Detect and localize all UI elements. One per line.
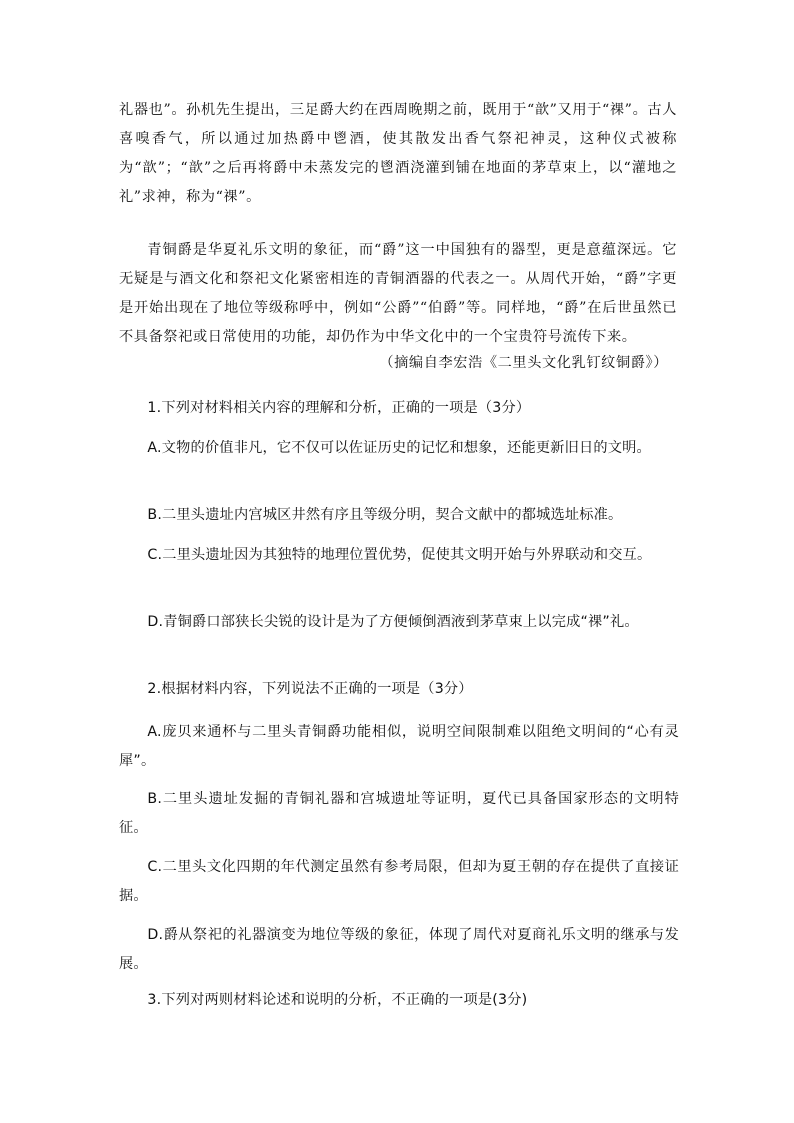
passage-bronze-paragraph: 青铜爵是华夏礼乐文明的象征，而“爵”这一中国独有的器型，更是意蕴深远。它无疑是与酒文化和祭祀文化紧密相连的青铜酒器的代表之一。从周代开始，“爵”字更是开始出现在了地位等级称呼中，例如“公爵”“伯爵”等。同样地，“爵”在后世虽然已不具备祭祀或日常使用的功能，却仍作为中华文化中的一个宝贵符号流传下来。	[119, 242, 677, 345]
question-3-stem: 3.下列对两则材料论述和说明的分析，不正确的一项是(3分)	[147, 992, 528, 1008]
question-2-option-d: D.爵从祭祀的礼器演变为地位等级的象征，体现了周代对夏商礼乐文明的继承与发展。	[119, 927, 679, 972]
question-2-option-c: C.二里头文化四期的年代测定虽然有参考局限，但却为夏王朝的存在提供了直接证据。	[119, 859, 679, 904]
question-1-stem: 1.下列对材料相关内容的理解和分析，正确的一项是（3分）	[147, 400, 531, 416]
question-2-option-b: B.二里头遗址发掘的青铜礼器和宫城遗址等证明，夏代已具备国家形态的文明特征。	[119, 791, 679, 836]
passage-source: （摘编自李宏浩《二里头文化乳钉纹铜爵》）	[379, 355, 668, 371]
question-1-option-c: C.二里头遗址因为其独特的地理位置优势，促使其文明开始与外界联动和交互。	[147, 547, 652, 563]
question-1-option-d: D.青铜爵口部狭长尖锐的设计是为了方便倾倒酒液到茅草束上以完成“祼”礼。	[147, 614, 639, 630]
question-2-stem: 2.根据材料内容，下列说法不正确的一项是（3分）	[147, 681, 473, 697]
question-1-option-b: B.二里头遗址内宫城区井然有序且等级分明，契合文献中的都城选址标准。	[147, 507, 623, 523]
question-2-option-a: A.庞贝来通杯与二里头青铜爵功能相似，说明空间限制难以阻绝文明间的“心有灵犀”。	[119, 724, 679, 769]
passage-intro-paragraph: 礼器也”。孙机先生提出，三足爵大约在西周晚期之前，既用于“歆”又用于“祼”。古人喜嗅香气，所以通过加热爵中鬯酒，使其散发出香气祭祀神灵，这种仪式被称为“歆”；“歆”之后再将爵中未蒸发完的鬯酒浇灌到铺在地面的茅草束上，以“灌地之礼”求神，称为“祼”。	[119, 102, 677, 205]
question-1-option-a: A.文物的价值非凡，它不仅可以佐证历史的记忆和想象，还能更新旧日的文明。	[147, 440, 651, 456]
